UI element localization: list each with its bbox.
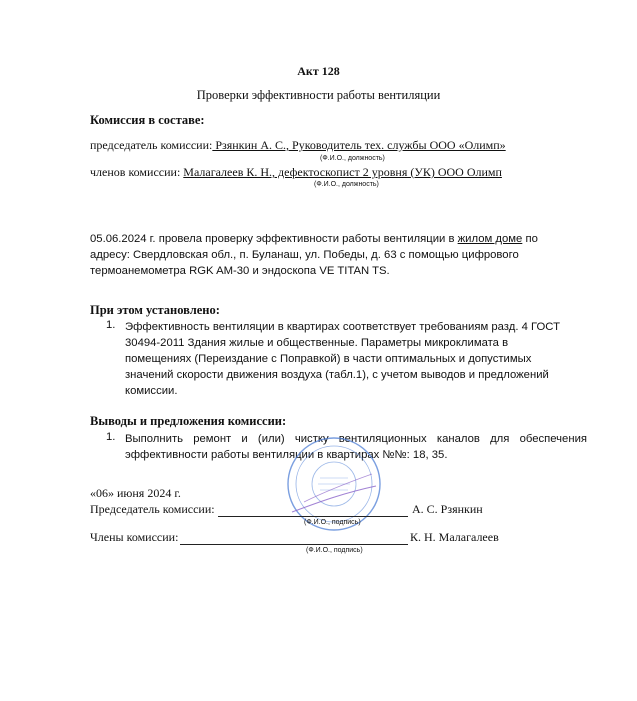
intro-text-b: по: [522, 233, 538, 245]
members-prefix: членов комиссии:: [90, 165, 184, 179]
intro-link: жилом доме: [457, 233, 523, 245]
conclusions-heading: Выводы и предложения комиссии:: [90, 414, 287, 428]
sign-chair-label: Председатель комиссии:: [90, 502, 215, 516]
conclusions-line-2: эффективности работы вентиляции в квартирах №№: 18, 35.: [125, 449, 448, 461]
established-line-2: 30494-2011 Здания жилые и общественные. Параметры микроклимата в: [125, 337, 509, 349]
intro-line-1: [90, 231, 538, 247]
sign-members-label: Члены комиссии:: [90, 530, 179, 544]
sign-chair-name: А. С. Рзянкин: [412, 502, 483, 516]
conclusions-item-number: 1.: [106, 431, 116, 443]
intro-line-3: термоанемометра RGK AM-30 и эндоскопа VE TITAN TS.: [90, 265, 390, 277]
intro-line-2: адресу: Свердловская обл., п. Буланаш, ул. Победы, д. 63 с помощью цифрового: [90, 249, 519, 261]
established-line-4: значений скорости движения воздуха (табл.1), с учетом выводов и предложений: [125, 369, 549, 381]
chair-value: Рзянкин А. С., Руководитель тех. службы ООО «Олимп»: [212, 138, 506, 152]
document-title: Акт 128: [297, 64, 340, 78]
sign-members-line: [180, 544, 408, 545]
intro-text-a: 05.06.2024 г. провела проверку эффективности работы вентиляции в: [90, 233, 458, 245]
commission-heading: Комиссия в составе:: [90, 113, 205, 127]
chair-prefix: председатель комиссии:: [90, 138, 213, 152]
established-line-3: помещениях (Переиздание с Поправкой) в части оптимальных и допустимых: [125, 353, 532, 365]
established-heading: При этом установлено:: [90, 303, 220, 317]
sign-chair-line: [218, 516, 408, 517]
established-line-1: Эффективность вентиляции в квартирах соответствует требованиям разд. 4 ГОСТ: [125, 321, 560, 333]
chair-row: [90, 138, 506, 153]
established-line-5: комиссии.: [125, 385, 178, 397]
sign-members-caption: (Ф.И.О., подпись): [306, 547, 363, 554]
members-value: Малагалеев К. Н., дефектоскопист 2 уровня (УК) ООО Олимп: [183, 165, 502, 179]
chair-caption: (Ф.И.О., должность): [320, 155, 385, 162]
sign-chair-caption: (Ф.И.О., подпись): [304, 519, 361, 526]
members-caption: (Ф.И.О., должность): [314, 181, 379, 188]
sign-members-name: К. Н. Малагалеев: [410, 530, 499, 544]
established-item-number: 1.: [106, 319, 116, 331]
signing-date: «06» июня 2024 г.: [90, 486, 181, 500]
conclusions-line-1: Выполнить ремонт и (или) чистку вентиляционных каналов для обеспечения: [125, 433, 587, 445]
document-subtitle: Проверки эффективности работы вентиляции: [196, 88, 441, 102]
members-row: [90, 165, 502, 180]
